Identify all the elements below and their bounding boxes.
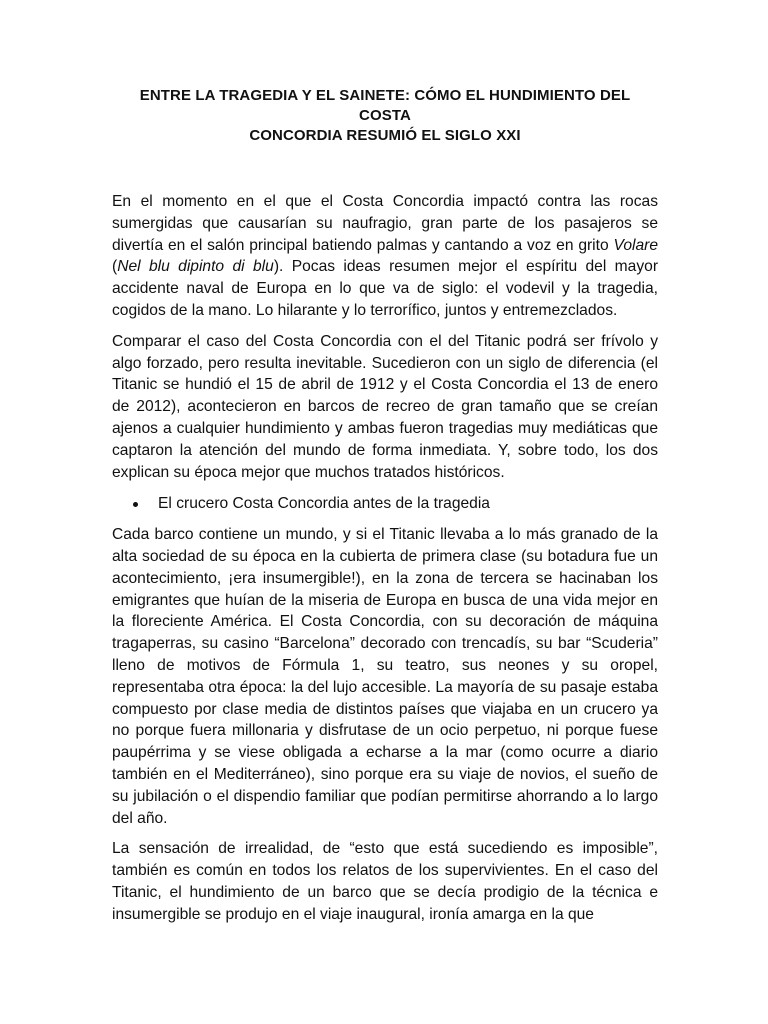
paragraph-2: Comparar el caso del Costa Concordia con el del Titanic podrá ser frívolo y algo forzado, pero resulta inevitable. Sucedieron con un siglo de diferencia (el Titanic se hundió el 15 de abril de 1912 y el Costa Concordia el 13 de enero de 2012), acontecieron en barcos de recreo de gran tamaño que se creían ajenos a cualquier hundimiento y ambas fueron tragedias muy mediáticas que captaron la atención del mundo de forma inmediata. Y, sobre todo, los dos explican su época mejor que muchos tratados históricos. — [112, 332, 658, 481]
bullet-list — [112, 493, 658, 515]
paragraph-1-text-b: ( — [112, 258, 118, 276]
paragraph-3: Cada barco contiene un mundo, y si el Titanic llevaba a lo más granado de la alta sociedad de su época en la cubierta de primera clase (su botadura fue un acontecimiento, ¡era insumergible!), en la zona de tercera se hacinaban los emigrantes que huían de la miseria de Europa en busca de una vida mejor en la floreciente América. El Costa Concordia, con su decoración de máquina tragaperras, su casino “Barcelona” decorado con trencadís, su bar “Scuderia” lleno de motivos de Fórmula 1, su teatro, sus neones y su oropel, representaba otra época: la del lujo accesible. La mayoría de su pasaje estaba compuesto por clase media de distintos países que viajaba en un crucero ya no porque fuera millonaria y disfrutase de un ocio perpetuo, ni porque fuese paupérrima y se viese obligada a echarse a la mar (como ocurre a diario también en el Mediterráneo), sino porque era su viaje de novios, el sueño de su jubilación o el dispendio familiar que podían permitirse ahorrando a lo largo del año. — [112, 526, 658, 827]
paragraph-1-text-c: ). Pocas ideas resumen mejor el espíritu del mayor accidente naval de Europa en lo que va de siglo: el vodevil y la tragedia, cogidos de la mano. Lo hilarante y lo terrorífico, juntos y entremezclados. — [112, 258, 659, 319]
paragraph-1-italic-song: Nel blu dipinto di blu — [117, 258, 274, 276]
bullet-icon — [133, 502, 138, 507]
paragraph-1-text-a: En el momento en el que el Costa Concordia impactó contra las rocas sumergidas que causarían su naufragio, gran parte de los pasajeros se divertía en el salón principal batiendo palmas y cantando a voz en grito — [112, 193, 658, 254]
list-item — [112, 493, 658, 515]
paragraph-1-italic-volare: Volare — [613, 236, 658, 254]
title-line-2: CONCORDIA RESUMIÓ EL SIGLO XXI — [249, 127, 521, 144]
bullet-text: El crucero Costa Concordia antes de la tragedia — [158, 495, 490, 513]
paragraph-4: La sensación de irrealidad, de “esto que está sucediendo es imposible”, también es común en todos los relatos de los supervivientes. En el caso del Titanic, el hundimiento de un barco que se decía prodigio de la técnica e insumergible se produjo en el viaje inaugural, ironía amarga en la que — [112, 840, 658, 923]
document-title — [112, 86, 658, 146]
title-line-1: ENTRE LA TRAGEDIA Y EL SAINETE: CÓMO EL HUNDIMIENTO DEL COSTA — [139, 87, 631, 124]
document-page — [112, 86, 658, 926]
paragraph-1 — [112, 191, 658, 322]
